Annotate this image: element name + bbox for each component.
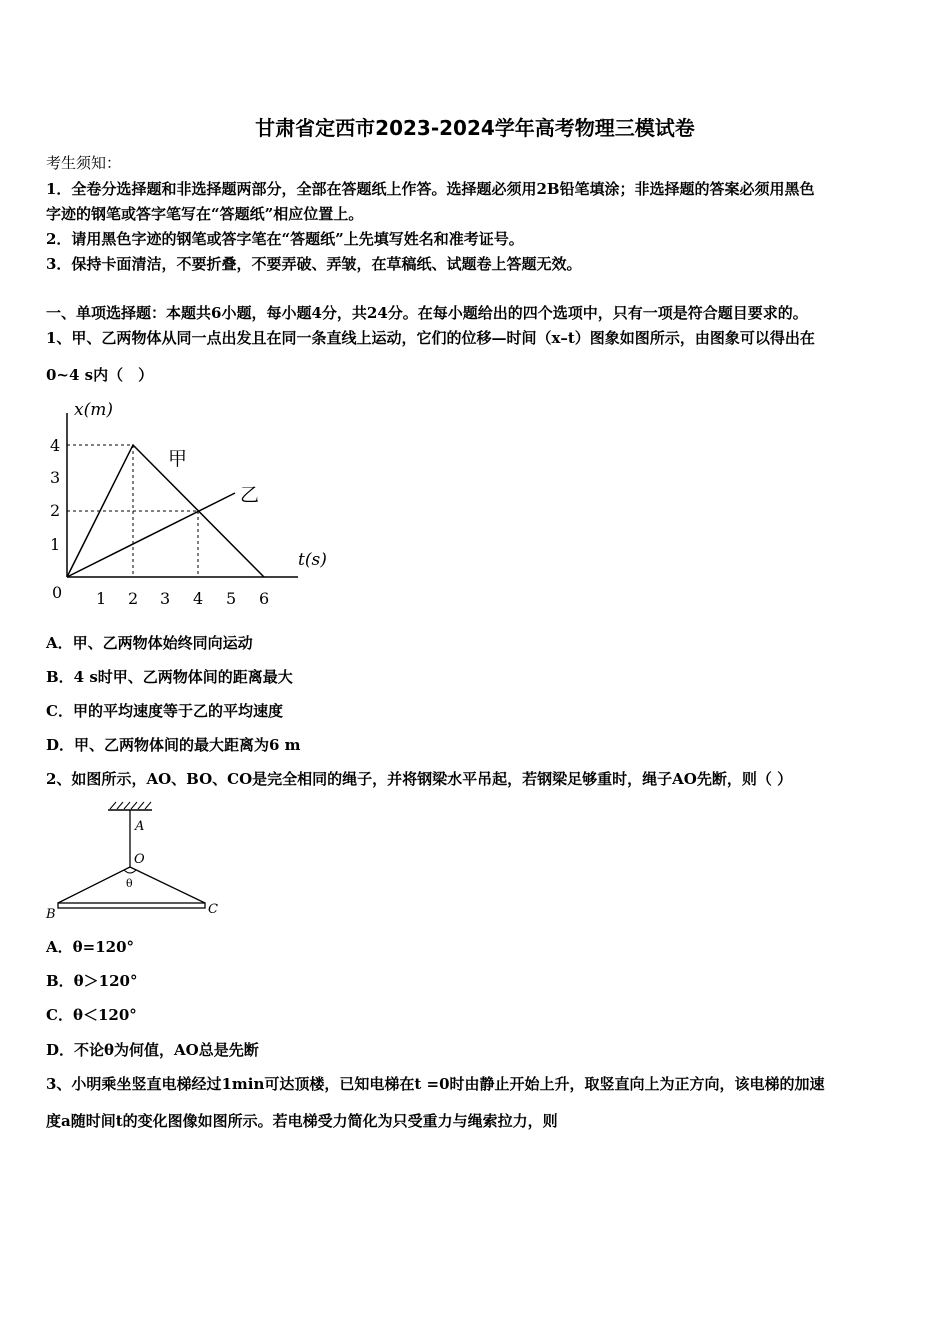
q2-option-d: D．不论θ为何值，AO总是先断 <box>46 1041 259 1059</box>
label-b: B <box>46 907 56 922</box>
q1-stem-line2: 0~4 s内（ ） <box>46 366 154 384</box>
q1-stem-line1: 1、甲、乙两物体从同一点出发且在同一条直线上运动，它们的位移—时间（x–t）图象如图所示，由图象可以得出在 <box>46 329 815 347</box>
y-tick: 4 <box>50 436 61 455</box>
x-tick: 1 <box>96 589 107 608</box>
label-c: C <box>208 902 218 917</box>
steel-beam <box>58 903 205 908</box>
y-tick: 2 <box>50 501 61 520</box>
label-theta: θ <box>126 877 133 890</box>
q1-option-c: C．甲的平均速度等于乙的平均速度 <box>46 702 283 720</box>
exam-title: 甘肃省定西市2023-2024学年高考物理三模试卷 <box>255 116 695 140</box>
notice-heading: 考生须知： <box>46 154 122 172</box>
q3-stem-line2: 度a随时间t的变化图像如图所示。若电梯受力简化为只受重力与绳索拉力，则 <box>46 1112 558 1130</box>
label-a: A <box>135 819 145 834</box>
x-tick: 4 <box>193 589 204 608</box>
notice-item-3: 3．保持卡面清洁，不要折叠，不要弄破、弄皱，在草稿纸、试题卷上答题无效。 <box>46 255 582 273</box>
x-tick: 2 <box>128 589 139 608</box>
label-jia: 甲 <box>168 448 188 470</box>
origin-label: 0 <box>52 583 63 602</box>
x-tick: 3 <box>160 589 171 608</box>
y-axis-label: x(m) <box>74 400 113 420</box>
notice-item-2: 2．请用黑色字迹的钢笔或答字笔在“答题纸”上先填写姓名和准考证号。 <box>46 230 524 248</box>
ceiling-hatch <box>110 802 151 809</box>
x-tick: 5 <box>226 589 237 608</box>
q1-option-d: D．甲、乙两物体间的最大距离为6 m <box>46 736 301 754</box>
line-yi <box>67 493 235 577</box>
q2-stem: 2、如图所示，AO、BO、CO是完全相同的绳子，并将钢梁水平吊起，若钢梁足够重时，绳子AO先断，则（ ） <box>46 770 793 788</box>
rope-ob <box>58 867 130 903</box>
q2-rope-figure <box>40 798 240 923</box>
notice-item-1: 1．全卷分选择题和非选择题两部分，全部在答题纸上作答。选择题必须用2B铅笔填涂；非选择题的答案必须用黑色 <box>46 180 815 198</box>
q1-option-a: A．甲、乙两物体始终同向运动 <box>46 634 253 652</box>
q2-option-c: C．θ＜120° <box>46 1006 137 1024</box>
section-heading: 一、单项选择题：本题共6小题，每小题4分，共24分。在每小题给出的四个选项中，只有一项是符合题目要求的。 <box>46 304 808 322</box>
rope-oc <box>130 867 205 903</box>
q2-option-a: A．θ=120° <box>46 938 135 956</box>
y-tick: 3 <box>50 468 61 487</box>
label-yi: 乙 <box>240 484 260 506</box>
label-o: O <box>134 852 145 867</box>
x-axis-label: t(s) <box>298 550 327 570</box>
notice-item-1-cont: 字迹的钢笔或答字笔写在“答题纸”相应位置上。 <box>46 205 364 223</box>
q1-xt-graph <box>40 395 340 610</box>
q1-option-b: B．4 s时甲、乙两物体间的距离最大 <box>46 668 293 686</box>
x-tick: 6 <box>259 589 270 608</box>
q3-stem-line1: 3、小明乘坐竖直电梯经过1min可达顶楼，已知电梯在t =0时由静止开始上升，取竖直向上为正方向，该电梯的加速 <box>46 1075 825 1093</box>
y-tick: 1 <box>50 535 61 554</box>
theta-arc <box>124 870 136 873</box>
q2-option-b: B．θ＞120° <box>46 972 138 990</box>
